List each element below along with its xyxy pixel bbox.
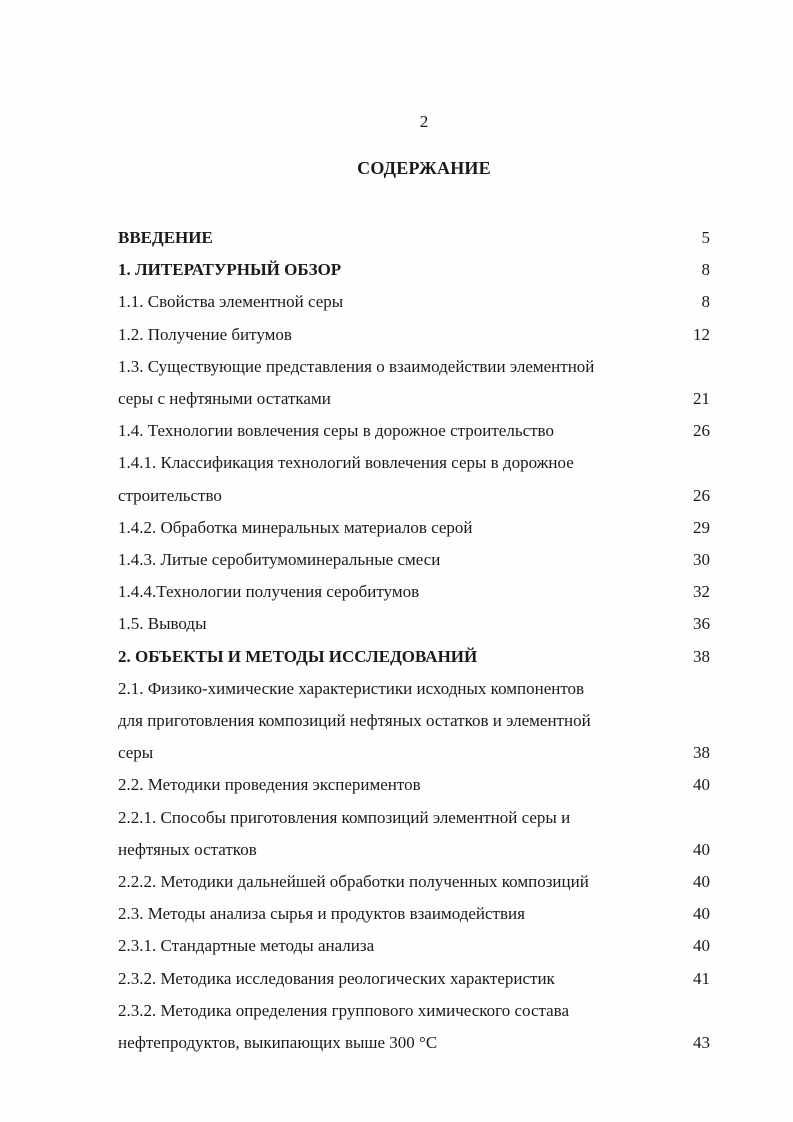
toc-entry-line: 2.3.2. Методика исследования реологических характеристик (118, 968, 555, 988)
toc-entry-page: 40 (693, 904, 710, 924)
toc-entry-title (118, 963, 658, 995)
toc-entry-title (118, 415, 658, 447)
toc-entry-line: 2.3.2. Методика определения группового химического состава (118, 1000, 570, 1020)
toc-entry (118, 673, 714, 770)
toc-entry-line: 1.4.4.Технологии получения серобитумов (118, 582, 420, 602)
toc-entry-page: 40 (693, 936, 710, 956)
toc-entry-line: нефтепродуктов, выкипающих выше 300 °С (118, 1033, 438, 1053)
toc-entry-title (118, 866, 658, 898)
toc-entry (118, 222, 714, 254)
toc-entry-line: серы (118, 743, 154, 763)
toc-entry-page: 32 (693, 582, 710, 602)
toc-entry (118, 963, 714, 995)
toc-entry (118, 802, 714, 866)
toc-entry-page: 26 (693, 421, 710, 441)
toc-entry-page: 29 (693, 517, 710, 537)
toc-entry-title (118, 898, 658, 930)
toc-entry-line: 2.2.2. Методики дальнейшей обработки полученных композиций (118, 872, 589, 892)
toc-entry (118, 576, 714, 608)
toc-entry-line: 1.4. Технологии вовлечения серы в дорожное строительство (118, 421, 554, 441)
toc-entry-title (118, 544, 658, 576)
table-of-contents (118, 222, 714, 1059)
toc-entry-page: 36 (693, 614, 710, 634)
toc-entry (118, 351, 714, 415)
toc-entry (118, 544, 714, 576)
toc-entry-line: ВВЕДЕНИЕ (118, 228, 213, 247)
toc-entry-line: 1.4.1. Классификация технологий вовлечения серы в дорожное (118, 453, 574, 473)
toc-entry-title (118, 930, 658, 962)
toc-entry-title (118, 802, 658, 866)
toc-entry-line: 1. ЛИТЕРАТУРНЫЙ ОБЗОР (118, 260, 342, 280)
toc-entry (118, 866, 714, 898)
toc-entry-title (118, 447, 658, 511)
toc-entry-line: 1.4.3. Литые серобитумоминеральные смеси (118, 550, 441, 570)
toc-entry (118, 995, 714, 1059)
toc-entry-title (118, 512, 658, 544)
toc-entry-title (118, 351, 658, 415)
toc-entry-line: 1.3. Существующие представления о взаимодействии элементной (118, 356, 595, 376)
toc-entry-line: 2. ОБЪЕКТЫ И МЕТОДЫ ИССЛЕДОВАНИЙ (118, 646, 478, 666)
toc-entry-line: 1.5. Выводы (118, 614, 207, 634)
toc-entry-title (118, 254, 658, 286)
toc-entry (118, 769, 714, 801)
page-number: 2 (419, 112, 429, 131)
toc-entry (118, 415, 714, 447)
toc-entry (118, 898, 714, 930)
toc-entry-title (118, 641, 658, 673)
toc-entry-title (118, 222, 658, 254)
toc-entry (118, 930, 714, 962)
toc-entry-page: 38 (693, 646, 710, 666)
toc-entry-page: 40 (693, 775, 710, 795)
toc-entry-title (118, 769, 658, 801)
toc-entry-line: 2.3.1. Стандартные методы анализа (118, 936, 375, 956)
toc-entry-line: 1.4.2. Обработка минеральных материалов серой (118, 517, 473, 537)
toc-entry-title (118, 319, 658, 351)
toc-title: СОДЕРЖАНИЕ (357, 158, 491, 178)
toc-entry-page: 26 (693, 485, 710, 505)
toc-entry-line: 2.2. Методики проведения экспериментов (118, 775, 421, 795)
toc-entry (118, 512, 714, 544)
toc-entry-line: строительство (118, 485, 222, 505)
toc-entry-page: 30 (693, 550, 710, 570)
toc-entry-page: 38 (693, 743, 710, 763)
toc-entry-line: для приготовления композиций нефтяных остатков и элементной (118, 711, 591, 731)
toc-entry-title (118, 286, 658, 318)
toc-entry-page: 21 (693, 389, 710, 409)
toc-entry (118, 608, 714, 640)
toc-entry-title (118, 576, 658, 608)
toc-entry-page: 40 (693, 872, 710, 892)
toc-entry-page: 41 (693, 968, 710, 988)
toc-entry (118, 641, 714, 673)
toc-entry-line: 2.2.1. Способы приготовления композиций элементной серы и (118, 807, 571, 827)
toc-entry-page: 5 (701, 228, 710, 247)
toc-entry-page: 43 (693, 1033, 710, 1053)
toc-entry-title (118, 608, 658, 640)
toc-entry-page: 8 (701, 292, 710, 312)
toc-entry-page: 8 (701, 260, 710, 280)
toc-entry-line: 1.2. Получение битумов (118, 324, 292, 344)
toc-entry-title (118, 673, 658, 770)
toc-entry (118, 319, 714, 351)
toc-entry (118, 254, 714, 286)
toc-entry-page: 40 (693, 839, 710, 859)
toc-entry-title (118, 995, 658, 1059)
toc-entry-line: серы с нефтяными остатками (118, 389, 331, 409)
toc-entry-line: 1.1. Свойства элементной серы (118, 292, 344, 312)
toc-entry-page: 12 (693, 324, 710, 344)
toc-entry (118, 447, 714, 511)
toc-entry (118, 286, 714, 318)
toc-entry-line: 2.3. Методы анализа сырья и продуктов взаимодействия (118, 904, 525, 924)
toc-entry-line: нефтяных остатков (118, 839, 257, 859)
toc-entry-line: 2.1. Физико-химические характеристики исходных компонентов (118, 678, 585, 698)
